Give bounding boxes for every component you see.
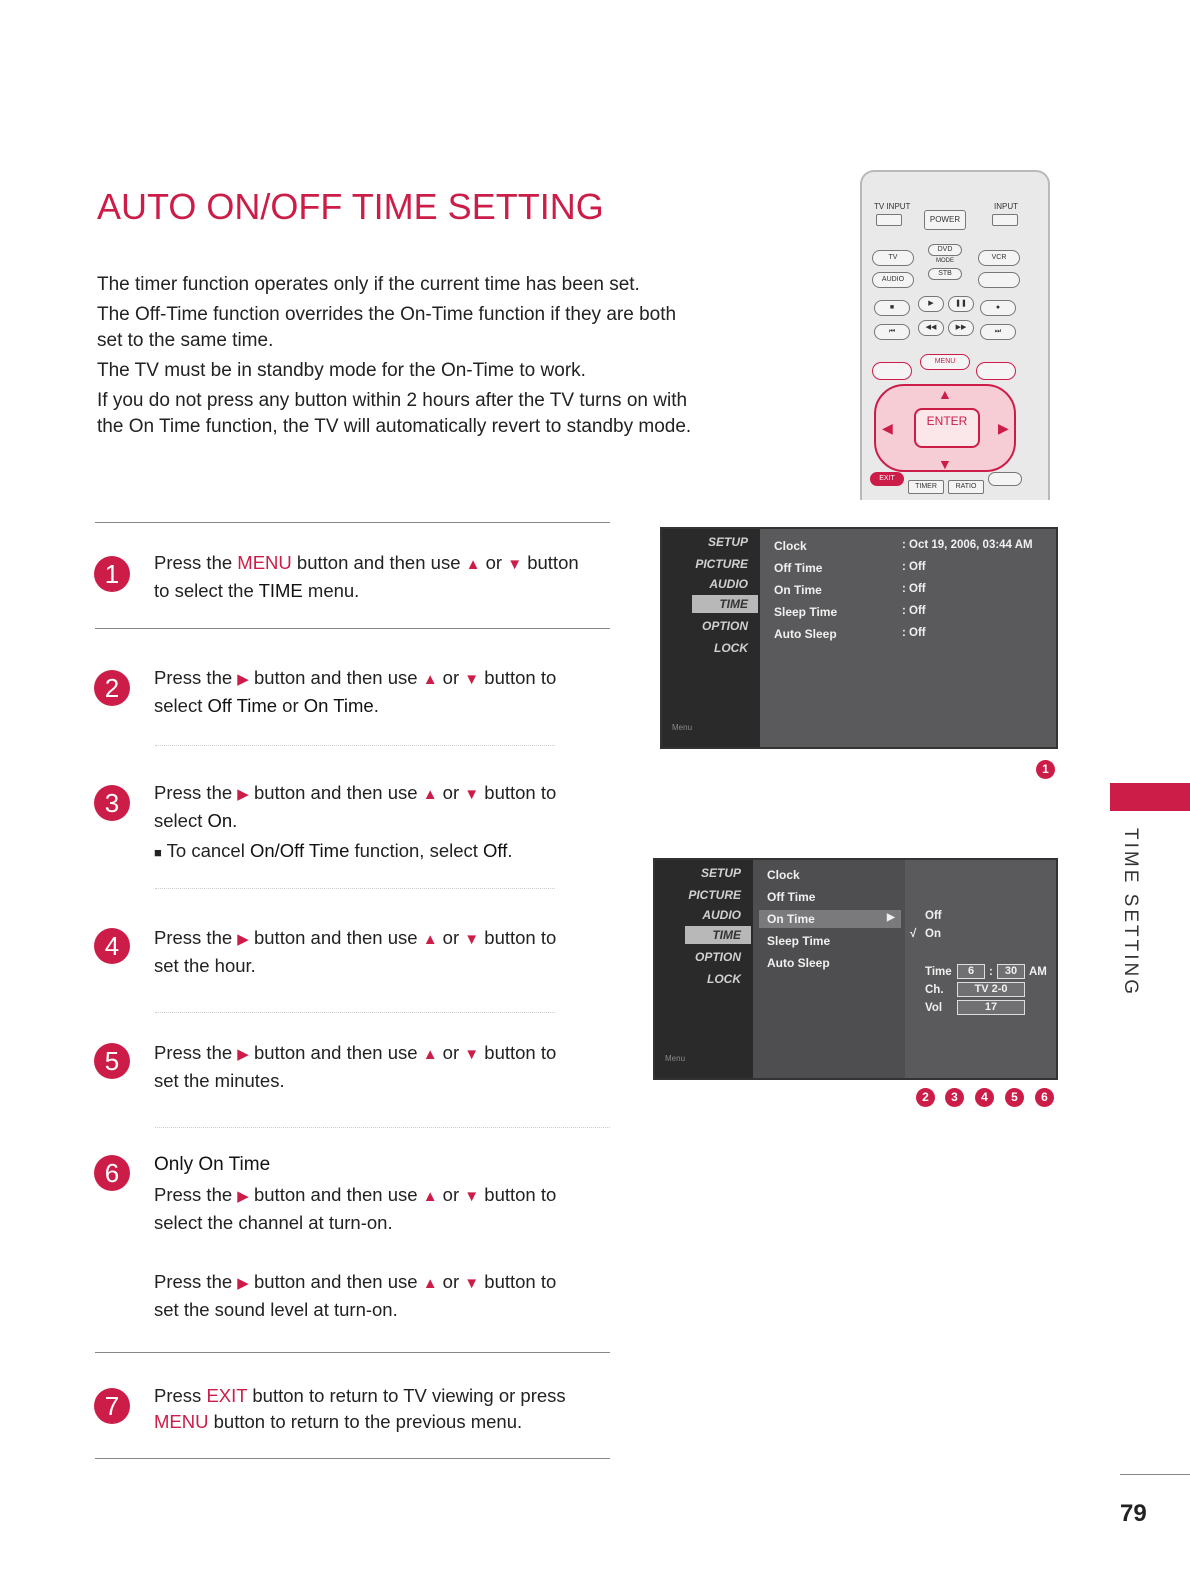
vcr-mode-button: VCR	[978, 250, 1020, 266]
step-4-text: Press the ▶ button and then use ▲ or ▼ button to set the hour.	[154, 927, 557, 976]
option-on: On	[925, 928, 941, 940]
stb-mode-button: STB	[928, 268, 962, 280]
step-2-text: Press the ▶ button and then use ▲ or ▼ button to select Off Time or On Time.	[154, 667, 557, 716]
pause-button: ❚❚	[948, 296, 974, 312]
intro-text	[97, 272, 697, 444]
step-number: 7	[94, 1388, 130, 1424]
intro-line: The TV must be in standby mode for the On-Time to work.	[97, 360, 586, 381]
left-arrow-icon: ◀	[882, 420, 893, 436]
check-icon: √	[910, 928, 917, 940]
step-7-text: Press EXIT button to return to TV viewing or press MENU button to return to the previous menu.	[154, 1385, 566, 1432]
menu-item-auto-sleep: Auto Sleep	[774, 627, 837, 641]
intro-line: If you do not press any button within 2 hours after the TV turns on with the On Time function, the TV will automatically revert to standby mode.	[97, 390, 692, 437]
time-separator: :	[989, 966, 993, 978]
menu-sidebar	[655, 860, 753, 1078]
hour-field: 6	[957, 964, 985, 979]
menu-item-on-time: On Time	[774, 583, 822, 597]
page-number: 79	[1120, 1500, 1147, 1527]
divider	[155, 745, 555, 746]
simplink-button	[988, 472, 1022, 486]
sidebar-item-time: TIME	[719, 597, 748, 611]
step-badge: 1	[1036, 760, 1055, 779]
clock-value: : Oct 19, 2006, 03:44 AM	[902, 539, 1033, 551]
auto-sleep-value: : Off	[902, 627, 926, 639]
menu-item-auto-sleep: Auto Sleep	[767, 956, 830, 970]
step-badge: 3	[945, 1088, 964, 1107]
sidebar-item-option: OPTION	[694, 950, 741, 964]
time-label: Time	[925, 966, 952, 978]
step-number: 4	[94, 928, 130, 964]
record-button: ●	[980, 300, 1016, 316]
step-3-text: Press the ▶ button and then use ▲ or ▼ button to select On. ■ To cancel On/Off Time function, select Off.	[154, 782, 557, 861]
page-title: AUTO ON/OFF TIME SETTING	[97, 186, 604, 227]
intro-line: The Off-Time function overrides the On-Time function if they are both set to the same time.	[97, 304, 677, 351]
divider	[95, 522, 610, 523]
divider	[155, 888, 555, 889]
channel-label: Ch.	[925, 984, 944, 996]
sidebar-item-audio: AUDIO	[709, 577, 748, 591]
brightness-up-button	[976, 362, 1016, 380]
enter-button: ENTER	[914, 408, 980, 448]
input-button	[992, 214, 1018, 226]
menu-item-off-time: Off Time	[767, 890, 816, 904]
time-menu-screen	[660, 527, 1058, 749]
stop-button: ■	[874, 300, 910, 316]
sidebar-item-picture: PICTURE	[688, 888, 741, 902]
sidebar-item-option: OPTION	[701, 619, 748, 633]
exit-button: EXIT	[870, 472, 904, 486]
sidebar-item-lock: LOCK	[714, 641, 748, 655]
step-number: 5	[94, 1043, 130, 1079]
on-time-value: : Off	[902, 583, 926, 595]
menu-item-off-time: Off Time	[774, 561, 823, 575]
divider	[95, 628, 610, 629]
step-5-text: Press the ▶ button and then use ▲ or ▼ button to set the minutes.	[154, 1042, 557, 1091]
down-arrow-icon: ▼	[938, 456, 952, 472]
menu-item-sleep-time: Sleep Time	[767, 934, 831, 948]
divider	[155, 1012, 555, 1013]
navigation-pad	[874, 384, 1016, 472]
sidebar-item-audio: AUDIO	[702, 908, 741, 922]
divider	[95, 1458, 610, 1459]
sidebar-item-time: TIME	[712, 928, 741, 942]
power-button: POWER	[924, 210, 966, 230]
fast-forward-button: ▶▶	[948, 320, 974, 336]
minute-field: 30	[997, 964, 1025, 979]
up-arrow-icon: ▲	[938, 386, 952, 402]
step-number: 6	[94, 1155, 130, 1191]
step-number: 1	[94, 556, 130, 592]
step-1-text: Press the MENU button and then use ▲ or ▼ button to select the TIME menu.	[154, 552, 579, 601]
menu-footer: Menu	[672, 723, 693, 732]
menu-item-sleep-time: Sleep Time	[774, 605, 838, 619]
ratio-button: RATIO	[948, 480, 984, 494]
skip-back-button: ⏮	[874, 324, 910, 340]
sleep-time-value: : Off	[902, 605, 926, 617]
tv-mode-button: TV	[872, 250, 914, 266]
step-badge: 2	[916, 1088, 935, 1107]
rewind-button: ◀◀	[918, 320, 944, 336]
option-off: Off	[925, 910, 942, 922]
right-arrow-icon: ▶	[998, 420, 1009, 436]
ampm-field: AM	[1029, 966, 1047, 978]
tv-input-button	[876, 214, 902, 226]
play-button: ▶	[918, 296, 944, 312]
on-time-menu-screen	[653, 858, 1058, 1080]
divider	[95, 1352, 610, 1353]
step-badge: 5	[1005, 1088, 1024, 1107]
volume-label: Vol	[925, 1002, 943, 1014]
sidebar-item-picture: PICTURE	[695, 557, 748, 571]
off-time-value: : Off	[902, 561, 926, 573]
channel-field: TV 2-0	[957, 982, 1025, 997]
menu-item-clock: Clock	[774, 539, 807, 553]
step-number: 3	[94, 785, 130, 821]
right-arrow-icon: ▶	[887, 912, 895, 923]
section-tab-marker	[1110, 783, 1190, 811]
menu-footer: Menu	[665, 1054, 686, 1063]
dvd-mode-button: DVD	[928, 244, 962, 256]
step-badge: 6	[1035, 1088, 1054, 1107]
skip-forward-button: ⏭	[980, 324, 1016, 340]
remote-control-illustration: TV INPUT POWER INPUT TV DVD VCR MODE AUDIO STB ■ ▶ ❚❚ ● ⏮ ◀◀ ▶▶ ⏭ MENU ▲ ▼ ◀ ▶ ENTER EXIT TIMER RATIO	[860, 170, 1050, 500]
menu-item-clock: Clock	[767, 868, 800, 882]
divider	[155, 1127, 610, 1128]
sidebar-item-setup: SETUP	[707, 535, 748, 549]
intro-line: The timer function operates only if the current time has been set.	[97, 274, 640, 295]
step-badge: 4	[975, 1088, 994, 1107]
brightness-down-button	[872, 362, 912, 380]
volume-field: 17	[957, 1000, 1025, 1015]
section-tab-label: TIME SETTING	[1120, 828, 1141, 997]
menu-sidebar	[662, 529, 760, 747]
menu-button: MENU	[920, 354, 970, 370]
step-number: 2	[94, 670, 130, 706]
sidebar-item-setup: SETUP	[700, 866, 741, 880]
mode-button	[978, 272, 1020, 288]
sidebar-item-lock: LOCK	[707, 972, 741, 986]
menu-item-on-time: On Time	[767, 912, 815, 926]
audio-mode-button: AUDIO	[872, 272, 914, 288]
footer-rule	[1120, 1474, 1190, 1475]
timer-button: TIMER	[908, 480, 944, 494]
step-6-text: Only On Time Press the ▶ button and then use ▲ or ▼ button to select the channel at turn-on. Press the ▶ button and then use ▲ or ▼ button to set the sound level at turn-on.	[154, 1154, 557, 1320]
